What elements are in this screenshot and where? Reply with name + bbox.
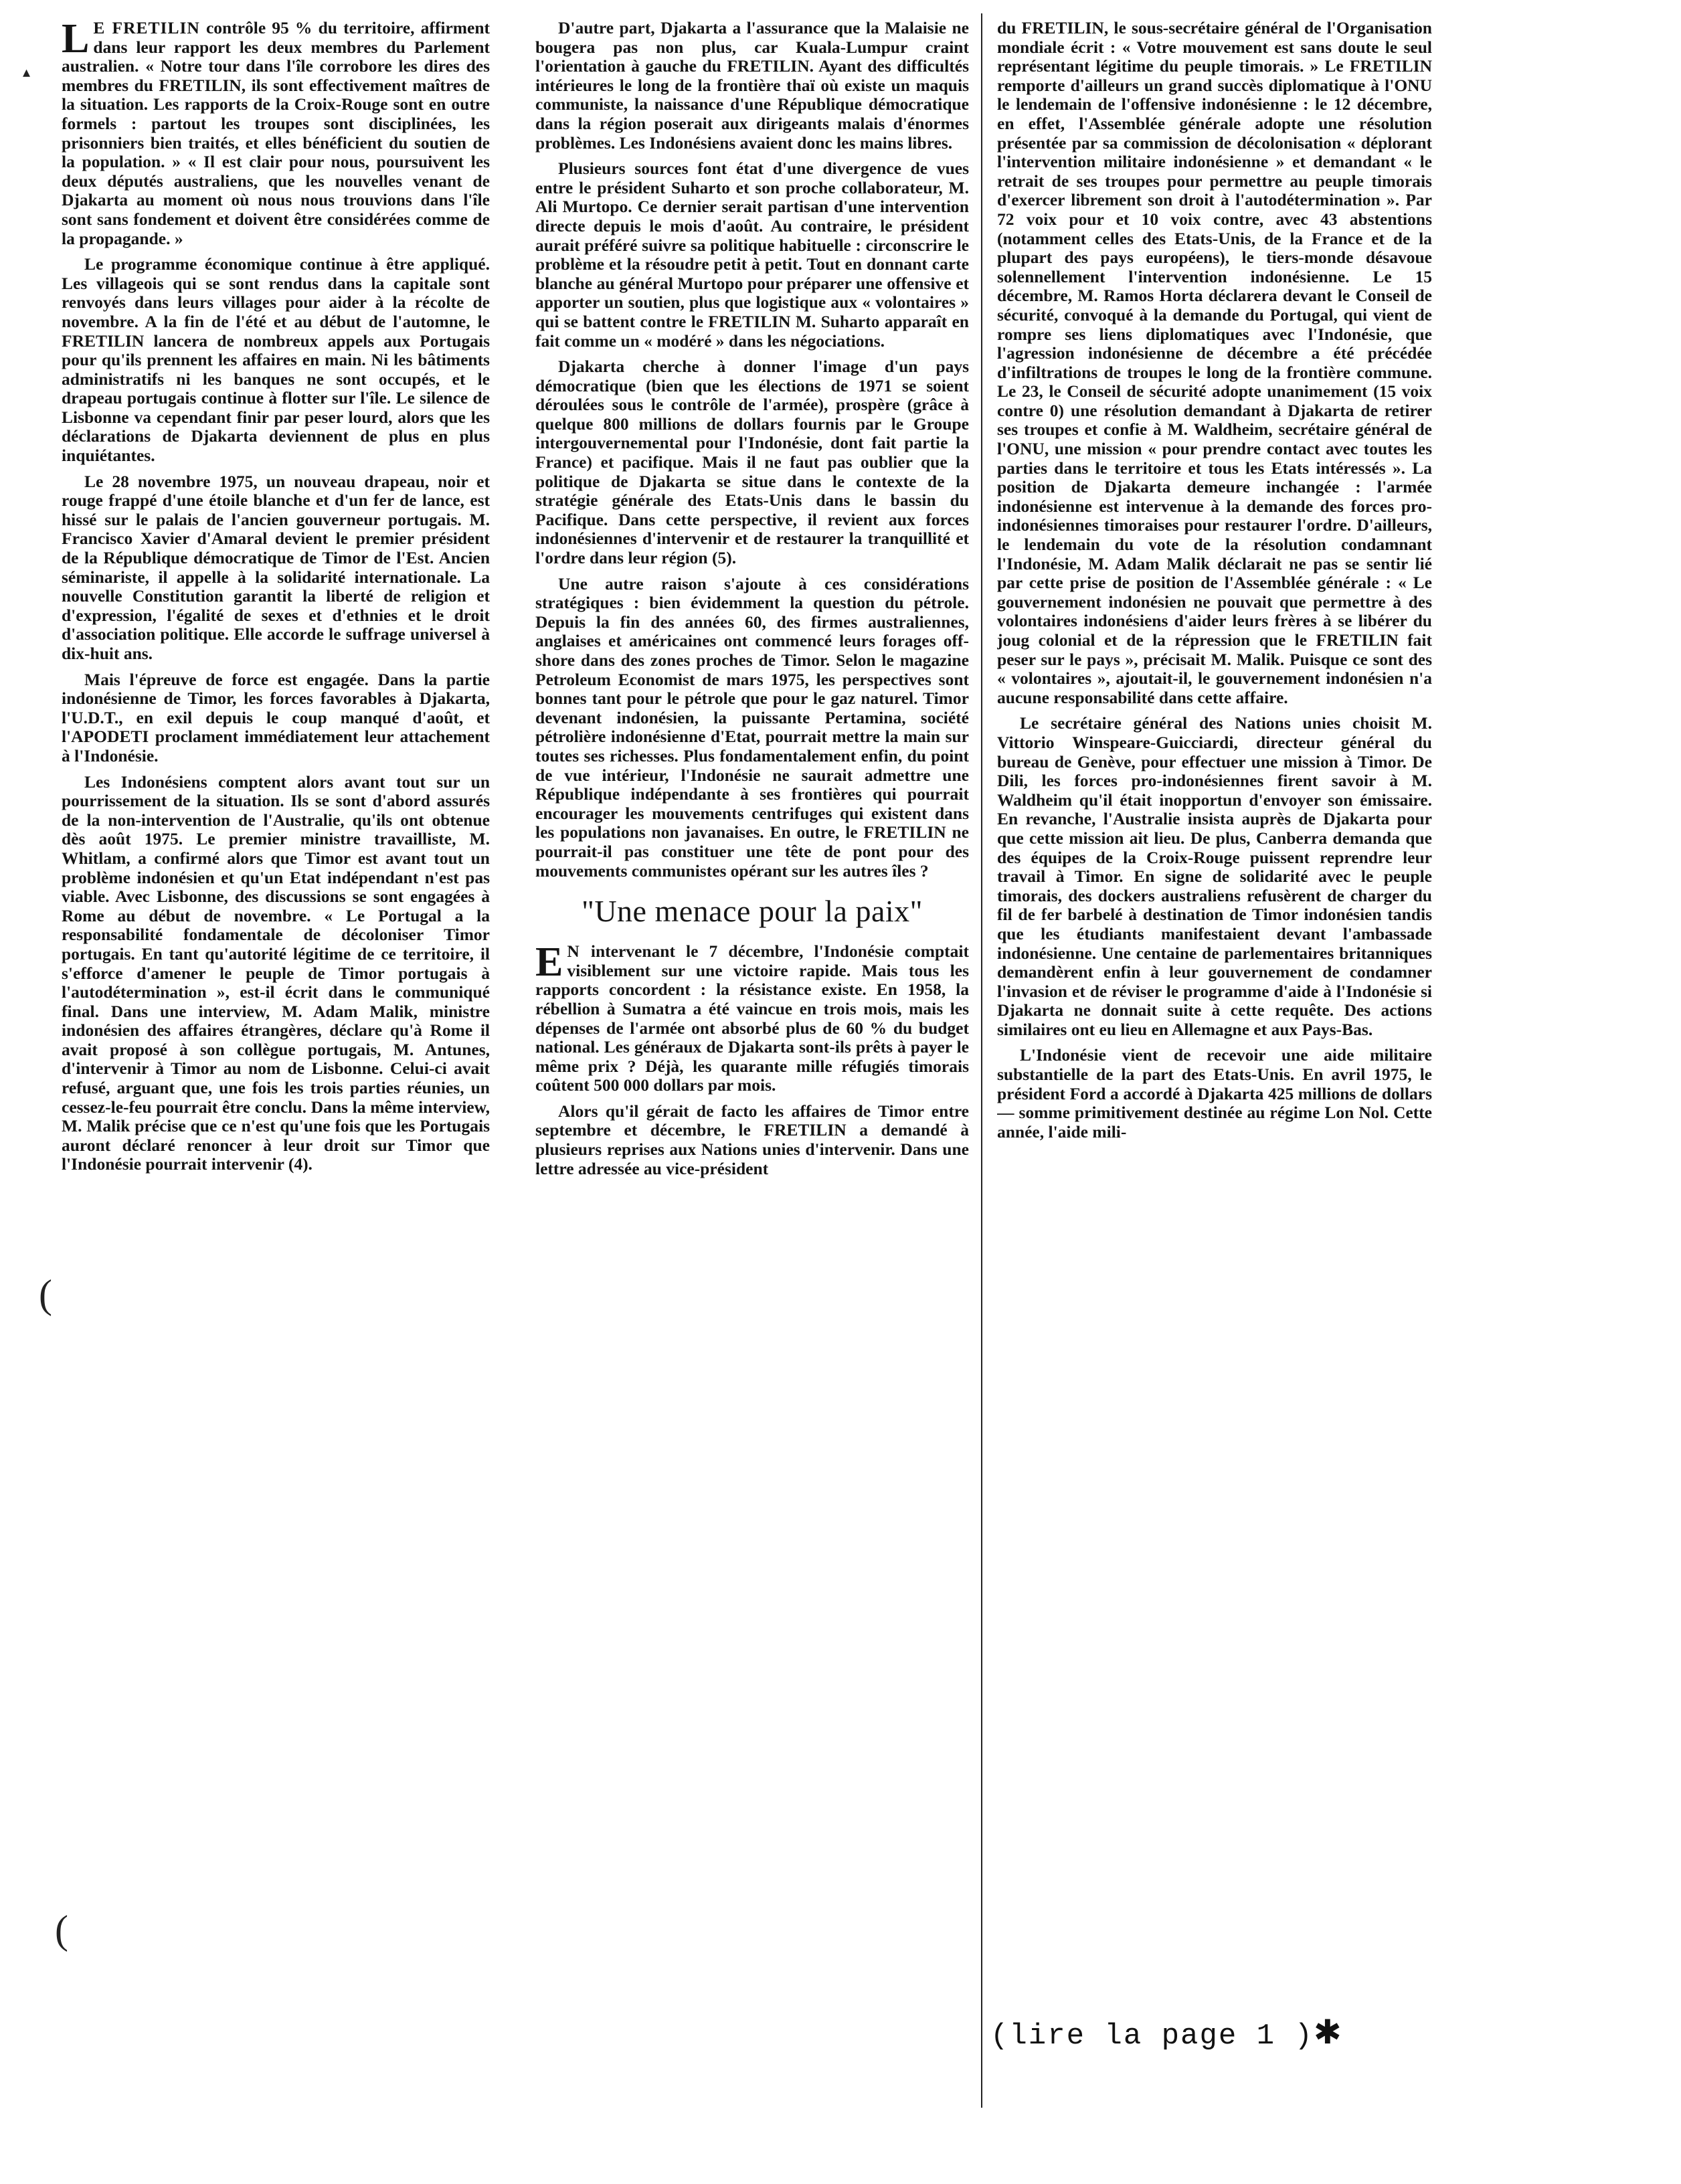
article-paragraph: Alors qu'il gérait de facto les affaires de Timor entre septembre et décembre, le FRETILIN a demandé à plusieurs reprises aux Nations unies d'intervenir. Dans une lettre adressée au vice-président <box>535 1101 969 1178</box>
article-paragraph: Le 28 novembre 1975, un nouveau drapeau, noir et rouge frappé d'une étoile blanche et d'un fer de lance, est hissé sur le palais de l'ancien gouverneur portugais. M. Francisco Xavier d'Amaral devient le premier président de la République démocratique de Timor de l'Est. Ancien séminariste, il appelle à la solidarité internationale. La nouvelle Constitution garantit la liberté de religion et d'expression, l'égalité de sexes et d'ethnies et le droit d'association politique. Elle accorde le suffrage universel à dix-huit ans. <box>62 471 490 663</box>
article-paragraph: L'Indonésie vient de recevoir une aide militaire substantielle de la part des Etats-Unis. En avril 1975, le président Ford a accordé à Djakarta 425 millions de dollars — somme primitivement destinée au régime Lon Nol. Cette année, l'aide mili- <box>997 1045 1432 1142</box>
article-paragraph: D'autre part, Djakarta a l'assurance que la Malaisie ne bougera pas non plus, car Kuala-Lumpur craint l'orientation à gauche du FRETILIN. Ayant des difficultés intérieures le long de la frontière thaï où existe un maquis communiste, la naissance d'une République démocratique dans la région poserait aux dirigeants malais d'énormes problèmes. Les Indonésiens avaient donc les mains libres. <box>535 19 969 153</box>
article-paragraph <box>535 939 969 1095</box>
article-paragraph: Plusieurs sources font état d'une divergence de vues entre le président Suharto et son proche collaborateur, M. Ali Murtopo. Ce dernier serait partisan d'une intervention directe depuis le mois d'août. Au contraire, le président aurait préféré suivre sa politique habituelle : circonscrire le problème et la résoudre petit à petit. Tout en donnant carte blanche au général Murtopo pour préparer une offensive et apporter un soutien, plus que logistique aux « volontaires » qui se battent contre le FRETILIN M. Suharto apparaît en fait comme un « modéré » dans les négociations. <box>535 159 969 351</box>
margin-mark-icon: ▴ <box>23 64 31 81</box>
article-paragraph: Le secrétaire général des Nations unies choisit M. Vittorio Winspeare-Guicciardi, directeur général du bureau de Genève, pour effectuer une mission à Timor. De Dili, les forces pro-indonésiennes firent savoir à M. Waldheim qu'il était inopportun d'envoyer son émissaire. En revanche, l'Australie insista auprès de Djakarta pour que cette mission ait lieu. De plus, Canberra demanda que des équipes de la Croix-Rouge puissent reprendre leur travail à Timor. En signe de solidarité avec le peuple timorais, des dockers australiens refusèrent de charger du fil de fer barbelé à destination de Timor indonésien tandis que les étudiants manifestaient devant l'ambassade indonésienne. Une centaine de parlementaires britanniques demandèrent enfin à leur gouvernement de condamner l'invasion et de réviser le programme d'aide à l'Indonésie si Djakarta ne donnait suite à cette requête. Des actions similaires ont eu lieu en Allemagne et aux Pays-Bas. <box>997 713 1432 1039</box>
column-2-bottom <box>535 939 969 1178</box>
paragraph-text: contrôle 95 % du territoire, affirment dans leur rapport les deux membres du Parlement australien. « Notre tour dans l'île corrobore les dires des membres du FRETILIN, ils sont effectivement maîtres de la situation. Les rapports de la Croix-Rouge sont en outre formels : partout les troupes sont disciplinées, les prisonniers bien traités, et elles bénéficient du soutien de la population. » « Il est clair pour nous, poursuivent les deux députés australiens, que les nouvelles venant de Djakarta au moment où nous nous trouvions dans l'île sont sans fondement et doivent être considérées comme de la propagande. » <box>62 19 490 248</box>
paragraph-text: intervenant le 7 décembre, l'Indonésie comptait visiblement sur une victoire rapide. Mais tous les rapports concordent : la résistance existe. En 1958, la rébellion à Sumatra a été vaincue en trois mois, mais les dépenses de l'armée ont absorbé plus de 60 % du budget national. Les généraux de Djakarta sont-ils prêts à payer le même prix ? Déjà, les quarante mille réfugiés timorais coûtent 500 000 dollars par mois. <box>535 941 969 1095</box>
article-paragraph <box>62 19 490 248</box>
article-paragraph: Les Indonésiens comptent alors avant tout sur un pourrissement de la situation. Ils se sont d'abord assurés de la non-intervention de l'Australie, qu'ils ont obtenue dès août 1975. Le premier ministre travailliste, M. Whitlam, a confirmé alors que Timor est avant tout un problème indonésien et qu'un Etat indépendant n'est pas viable. Avec Lisbonne, des discussions se sont engagées à Rome au début de novembre. « Le Portugal a la responsabilité fondamentale de décoloniser Timor portugais. En tant qu'autorité légitime de ce territoire, il s'efforce d'amener le peuple de Timor portugais à l'autodétermination », est-il écrit dans le communiqué final. Dans une interview, M. Adam Malik, ministre indonésien des affaires étrangères, déclare qu'à Rome il avait proposé à son collègue portugais, M. Antunes, d'intervenir à Timor au nom de Lisbonne. Celui-ci avait refusé, arguant que, une fois les trois parties réunies, un cessez-le-feu pourrait être conclu. Dans la même interview, M. Malik précise que ce n'est qu'une fois que les Portugais auront déclaré renoncer à leur droit sur Timor que l'Indonésie pourrait intervenir (4). <box>62 771 490 1174</box>
article-paragraph: du FRETILIN, le sous-secrétaire général de l'Organisation mondiale écrit : « Votre mouvement est sans doute le seul représentant légitime du peuple timorais. » Le FRETILIN remporte d'ailleurs un grand succès diplomatique à l'ONU le lendemain de l'offensive indonésienne : le 12 décembre, en effet, l'Assemblée générale adopte une résolution présentée par sa commission de décolonisation « déplorant l'intervention militaire indonésienne » et demandant « le retrait de ses troupes pour permettre au peuple timorais d'exercer librement son droit à l'autodétermination ». Par 72 voix pour et 10 voix contre, avec 43 abstentions (notamment celles des Etats-Unis, de la France et de la plupart des pays européens), le tiers-monde désavoue solennellement l'intervention indonésienne. Le 15 décembre, M. Ramos Horta déclarera devant le Conseil de sécurité, convoqué à la demande du Portugal, qui vient de rompre ses liens diplomatiques avec l'Indonésie, que l'agression indonésienne de décembre a été précédée d'infiltrations de troupes le long de la frontière commune. Le 23, le Conseil de sécurité adopte unanimement (15 voix contre 0) une résolution demandant à Djakarta de retirer ses troupes et confie à M. Waldheim, secrétaire général de l'ONU, une mission « pour prendre contact avec toutes les parties dans le territoire et tous les Etats intéressés ». La position de Djakarta demeure inchangée : l'armée indonésienne est intervenue à la demande des forces pro-indonésiennes timoraises pour restaurer l'ordre. D'ailleurs, le lendemain du vote de la résolution condamnant l'Indonésie, M. Adam Malik déclarait ne pas se sentir lié par cette prise de position de l'Assemblée générale : « Le gouvernement indonésien ne pouvait que permettre à des volontaires indonésiens d'aider leurs frères à se libérer du joug colonial et de la répression que le FRETILIN fait peser sur le pays », précisait M. Malik. Puisque ce sont des « volontaires », ajoutait-il, le gouvernement indonésien n'a aucune responsabilité dans cette affaire. <box>997 19 1432 707</box>
drop-cap: L <box>62 19 90 62</box>
lead-in-text: E FRETILIN <box>93 19 200 37</box>
margin-mark-icon: ( <box>55 1908 68 1952</box>
article-paragraph: Mais l'épreuve de force est engagée. Dans la partie indonésienne de Timor, les forces favorables à Djakarta, l'U.D.T., en exil depuis le coup manqué d'août, et l'APODETI proclament immédiatement leur attachement à l'Indonésie. <box>62 669 490 765</box>
article-column-3 <box>997 19 1432 2140</box>
drop-cap: E <box>535 939 563 986</box>
column-2-top <box>535 19 969 881</box>
article-paragraph: Djakarta cherche à donner l'image d'un pays démocratique (bien que les élections de 1971 se soient déroulées sous le contrôle de l'armée), prospère (grâce à quelque 800 millions de dollars fournis par le Groupe intergouvernemental pour l'Indonésie, dont fait partie la France) et pacifique. Mais il ne faut pas oublier que la politique de Djakarta se situe dans le contexte de la stratégie générale des Etats-Unis dans le bassin du Pacifique. Dans cette perspective, il revient aux forces indonésiennes d'intervenir et de restaurer la tranquillité et l'ordre dans leur région (5). <box>535 357 969 568</box>
continued-note <box>990 2013 1343 2053</box>
article-paragraph: Le programme économique continue à être appliqué. Les villageois qui se sont rendus dans la capitale sont renvoyés dans leurs villages pour aider à la récolte de novembre. A la fin de l'été et au début de l'automne, le FRETILIN lancera de nombreux appels aux Portugais pour qu'ils prennent les affaires en main. Ni les bâtiments administratifs ni les banques ne sont occupés, et le drapeau portugais continue à flotter sur l'île. Le silence de Lisbonne va cependant finir par peser lourd, alors que les déclarations de Djakarta deviennent de plus en plus inquiétantes. <box>62 254 490 466</box>
continued-text: (lire la page 1 ) <box>990 2019 1314 2053</box>
article-column-2 <box>535 19 969 2140</box>
subheading: "Une menace pour la paix" <box>582 894 923 929</box>
lead-in-text: N <box>567 941 580 962</box>
column-divider <box>981 13 982 2108</box>
asterisk-icon: ✱ <box>1313 2013 1343 2052</box>
article-paragraph: Une autre raison s'ajoute à ces considérations stratégiques : bien évidemment la question du pétrole. Depuis la fin des années 60, des firmes australiennes, anglaises et américaines ont commencé leurs forages off-shore dans des zones proches de Timor. Selon le magazine Petroleum Economist de mars 1975, les perspectives sont bonnes tant pour le pétrole que pour le gaz naturel. Timor devenant indonésien, la puissante Pertamina, société pétrolière indonésienne d'Etat, pourrait mettre la main sur toutes ses richesses. Plus fondamentalement enfin, du point de vue intérieur, l'Indonésie ne saurait admettre une République indépendante à ses frontières qui pourrait encourager les mouvements centrifuges qui existent dans les populations non javanaises. En outre, le FRETILIN ne pourrait-il pas constituer une tête de pont pour des mouvements communistes opérant sur les autres îles ? <box>535 573 969 881</box>
margin-mark-icon: ( <box>39 1272 52 1316</box>
article-column-1 <box>62 19 490 2140</box>
